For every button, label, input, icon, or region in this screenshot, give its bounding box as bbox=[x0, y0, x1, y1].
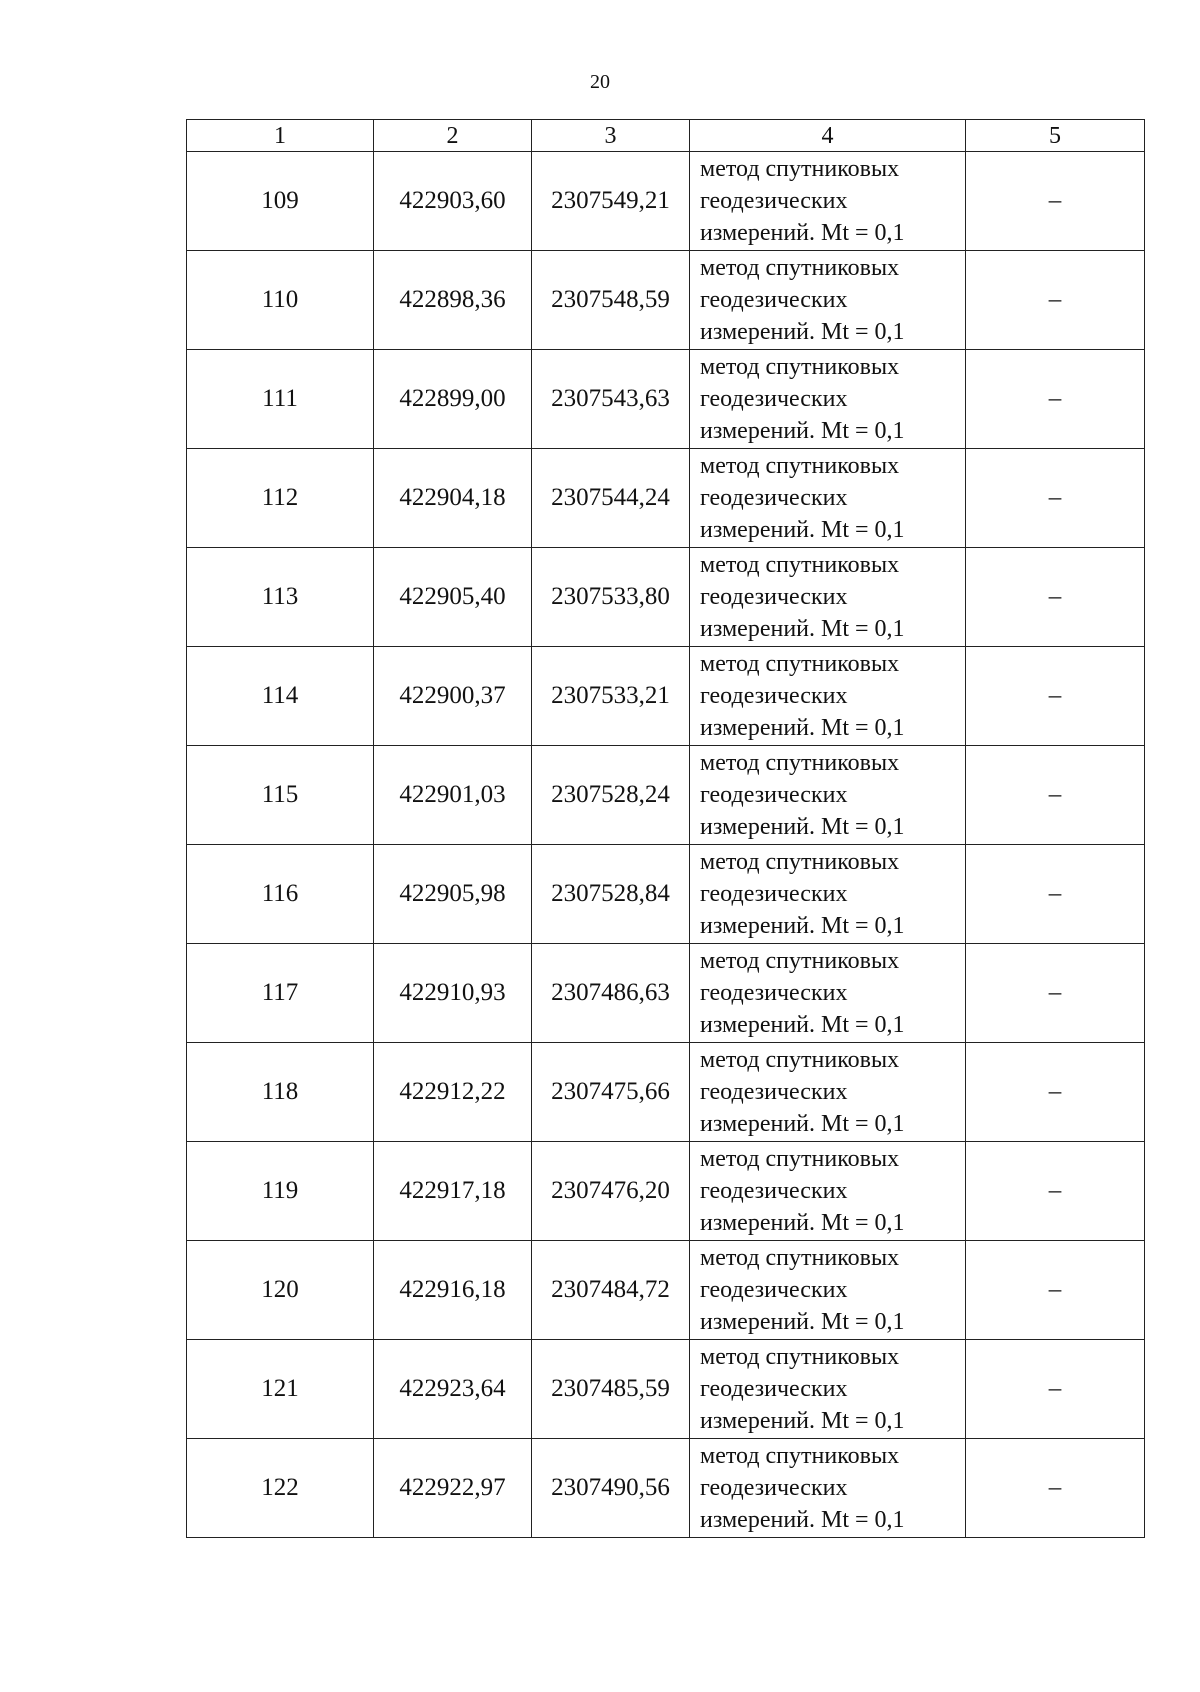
y-coordinate-cell: 2307549,21 bbox=[532, 152, 690, 251]
method-text-line-1: метод спутниковых bbox=[700, 453, 900, 479]
point-number-cell: 115 bbox=[187, 746, 374, 845]
point-number-cell: 116 bbox=[187, 845, 374, 944]
method-cell bbox=[690, 1142, 966, 1241]
method-cell bbox=[690, 1241, 966, 1340]
table-row bbox=[187, 1439, 1145, 1538]
method-cell bbox=[690, 647, 966, 746]
x-coordinate-cell: 422910,93 bbox=[374, 944, 532, 1043]
x-coordinate-cell: 422904,18 bbox=[374, 449, 532, 548]
method-text-line-3: измерений. Mt = 0,1 bbox=[700, 913, 905, 939]
method-cell bbox=[690, 1439, 966, 1538]
point-number-cell: 109 bbox=[187, 152, 374, 251]
table-row bbox=[187, 944, 1145, 1043]
method-text-line-1: метод спутниковых bbox=[700, 255, 900, 281]
note-cell: – bbox=[966, 548, 1145, 647]
method-text-line-3: измерений. Mt = 0,1 bbox=[700, 814, 905, 840]
y-coordinate-cell: 2307533,21 bbox=[532, 647, 690, 746]
table-header bbox=[187, 120, 1145, 152]
method-cell bbox=[690, 449, 966, 548]
table-row bbox=[187, 251, 1145, 350]
method-cell bbox=[690, 1340, 966, 1439]
table-row bbox=[187, 1340, 1145, 1439]
y-coordinate-cell: 2307528,84 bbox=[532, 845, 690, 944]
method-text-line-2: геодезических bbox=[700, 1277, 848, 1303]
method-text-line-1: метод спутниковых bbox=[700, 1047, 900, 1073]
method-text-line-3: измерений. Mt = 0,1 bbox=[700, 1012, 905, 1038]
method-cell bbox=[690, 251, 966, 350]
point-number-cell: 111 bbox=[187, 350, 374, 449]
y-coordinate-cell: 2307533,80 bbox=[532, 548, 690, 647]
method-cell bbox=[690, 350, 966, 449]
point-number-cell: 119 bbox=[187, 1142, 374, 1241]
y-coordinate-cell: 2307484,72 bbox=[532, 1241, 690, 1340]
note-cell: – bbox=[966, 944, 1145, 1043]
x-coordinate-cell: 422903,60 bbox=[374, 152, 532, 251]
method-text-line-3: измерений. Mt = 0,1 bbox=[700, 1111, 905, 1137]
method-text-line-2: геодезических bbox=[700, 1178, 848, 1204]
table-row bbox=[187, 350, 1145, 449]
note-cell: – bbox=[966, 1340, 1145, 1439]
method-text-line-1: метод спутниковых bbox=[700, 651, 900, 677]
x-coordinate-cell: 422899,00 bbox=[374, 350, 532, 449]
method-text-line-1: метод спутниковых bbox=[700, 849, 900, 875]
x-coordinate-cell: 422916,18 bbox=[374, 1241, 532, 1340]
point-number-cell: 121 bbox=[187, 1340, 374, 1439]
note-cell: – bbox=[966, 1241, 1145, 1340]
method-text-line-3: измерений. Mt = 0,1 bbox=[700, 1309, 905, 1335]
x-coordinate-cell: 422900,37 bbox=[374, 647, 532, 746]
method-text-line-2: геодезических bbox=[700, 287, 848, 313]
method-cell bbox=[690, 944, 966, 1043]
method-text-line-1: метод спутниковых bbox=[700, 1146, 900, 1172]
x-coordinate-cell: 422905,40 bbox=[374, 548, 532, 647]
method-text-line-3: измерений. Mt = 0,1 bbox=[700, 1507, 905, 1533]
header-row bbox=[187, 120, 1145, 152]
point-number-cell: 118 bbox=[187, 1043, 374, 1142]
method-text-line-1: метод спутниковых bbox=[700, 750, 900, 776]
method-text-line-3: измерений. Mt = 0,1 bbox=[700, 1408, 905, 1434]
method-text-line-3: измерений. Mt = 0,1 bbox=[700, 220, 905, 246]
method-text-line-2: геодезических bbox=[700, 188, 848, 214]
point-number-cell: 117 bbox=[187, 944, 374, 1043]
x-coordinate-cell: 422917,18 bbox=[374, 1142, 532, 1241]
method-cell bbox=[690, 1043, 966, 1142]
point-number-cell: 112 bbox=[187, 449, 374, 548]
method-text-line-1: метод спутниковых bbox=[700, 948, 900, 974]
table-row bbox=[187, 1043, 1145, 1142]
method-text-line-1: метод спутниковых bbox=[700, 1344, 900, 1370]
method-text-line-1: метод спутниковых bbox=[700, 354, 900, 380]
column-header-5: 5 bbox=[966, 120, 1145, 152]
column-header-2: 2 bbox=[374, 120, 532, 152]
y-coordinate-cell: 2307544,24 bbox=[532, 449, 690, 548]
method-text-line-2: геодезических bbox=[700, 881, 848, 907]
note-cell: – bbox=[966, 1439, 1145, 1538]
method-text-line-2: геодезических bbox=[700, 485, 848, 511]
column-header-1: 1 bbox=[187, 120, 374, 152]
x-coordinate-cell: 422898,36 bbox=[374, 251, 532, 350]
note-cell: – bbox=[966, 449, 1145, 548]
method-cell bbox=[690, 845, 966, 944]
y-coordinate-cell: 2307543,63 bbox=[532, 350, 690, 449]
method-cell bbox=[690, 152, 966, 251]
note-cell: – bbox=[966, 152, 1145, 251]
table-row bbox=[187, 1142, 1145, 1241]
method-text-line-3: измерений. Mt = 0,1 bbox=[700, 715, 905, 741]
y-coordinate-cell: 2307548,59 bbox=[532, 251, 690, 350]
table-row bbox=[187, 449, 1145, 548]
point-number-cell: 122 bbox=[187, 1439, 374, 1538]
method-text-line-2: геодезических bbox=[700, 1475, 848, 1501]
method-cell bbox=[690, 548, 966, 647]
method-text-line-1: метод спутниковых bbox=[700, 552, 900, 578]
method-text-line-2: геодезических bbox=[700, 1079, 848, 1105]
note-cell: – bbox=[966, 1142, 1145, 1241]
method-text-line-2: геодезических bbox=[700, 980, 848, 1006]
table-body bbox=[187, 152, 1145, 1538]
note-cell: – bbox=[966, 251, 1145, 350]
point-number-cell: 113 bbox=[187, 548, 374, 647]
column-header-3: 3 bbox=[532, 120, 690, 152]
y-coordinate-cell: 2307528,24 bbox=[532, 746, 690, 845]
column-header-4: 4 bbox=[690, 120, 966, 152]
note-cell: – bbox=[966, 350, 1145, 449]
y-coordinate-cell: 2307486,63 bbox=[532, 944, 690, 1043]
method-text-line-1: метод спутниковых bbox=[700, 1443, 900, 1469]
method-text-line-3: измерений. Mt = 0,1 bbox=[700, 418, 905, 444]
method-text-line-2: геодезических bbox=[700, 1376, 848, 1402]
note-cell: – bbox=[966, 845, 1145, 944]
y-coordinate-cell: 2307476,20 bbox=[532, 1142, 690, 1241]
table-row bbox=[187, 845, 1145, 944]
table-row bbox=[187, 548, 1145, 647]
x-coordinate-cell: 422923,64 bbox=[374, 1340, 532, 1439]
point-number-cell: 114 bbox=[187, 647, 374, 746]
method-text-line-3: измерений. Mt = 0,1 bbox=[700, 517, 905, 543]
y-coordinate-cell: 2307490,56 bbox=[532, 1439, 690, 1538]
method-text-line-1: метод спутниковых bbox=[700, 156, 900, 182]
note-cell: – bbox=[966, 1043, 1145, 1142]
table-row bbox=[187, 647, 1145, 746]
y-coordinate-cell: 2307475,66 bbox=[532, 1043, 690, 1142]
page-number: 20 bbox=[590, 71, 610, 93]
note-cell: – bbox=[966, 746, 1145, 845]
x-coordinate-cell: 422912,22 bbox=[374, 1043, 532, 1142]
method-text-line-1: метод спутниковых bbox=[700, 1245, 900, 1271]
point-number-cell: 110 bbox=[187, 251, 374, 350]
method-text-line-2: геодезических bbox=[700, 584, 848, 610]
method-text-line-3: измерений. Mt = 0,1 bbox=[700, 319, 905, 345]
x-coordinate-cell: 422922,97 bbox=[374, 1439, 532, 1538]
method-text-line-3: измерений. Mt = 0,1 bbox=[700, 1210, 905, 1236]
table-row bbox=[187, 152, 1145, 251]
note-cell: – bbox=[966, 647, 1145, 746]
point-number-cell: 120 bbox=[187, 1241, 374, 1340]
table-row bbox=[187, 1241, 1145, 1340]
method-text-line-2: геодезических bbox=[700, 386, 848, 412]
method-text-line-2: геодезических bbox=[700, 683, 848, 709]
method-text-line-2: геодезических bbox=[700, 782, 848, 808]
table-row bbox=[187, 746, 1145, 845]
y-coordinate-cell: 2307485,59 bbox=[532, 1340, 690, 1439]
method-cell bbox=[690, 746, 966, 845]
x-coordinate-cell: 422905,98 bbox=[374, 845, 532, 944]
method-text-line-3: измерений. Mt = 0,1 bbox=[700, 616, 905, 642]
x-coordinate-cell: 422901,03 bbox=[374, 746, 532, 845]
coordinates-table bbox=[186, 119, 1145, 1538]
